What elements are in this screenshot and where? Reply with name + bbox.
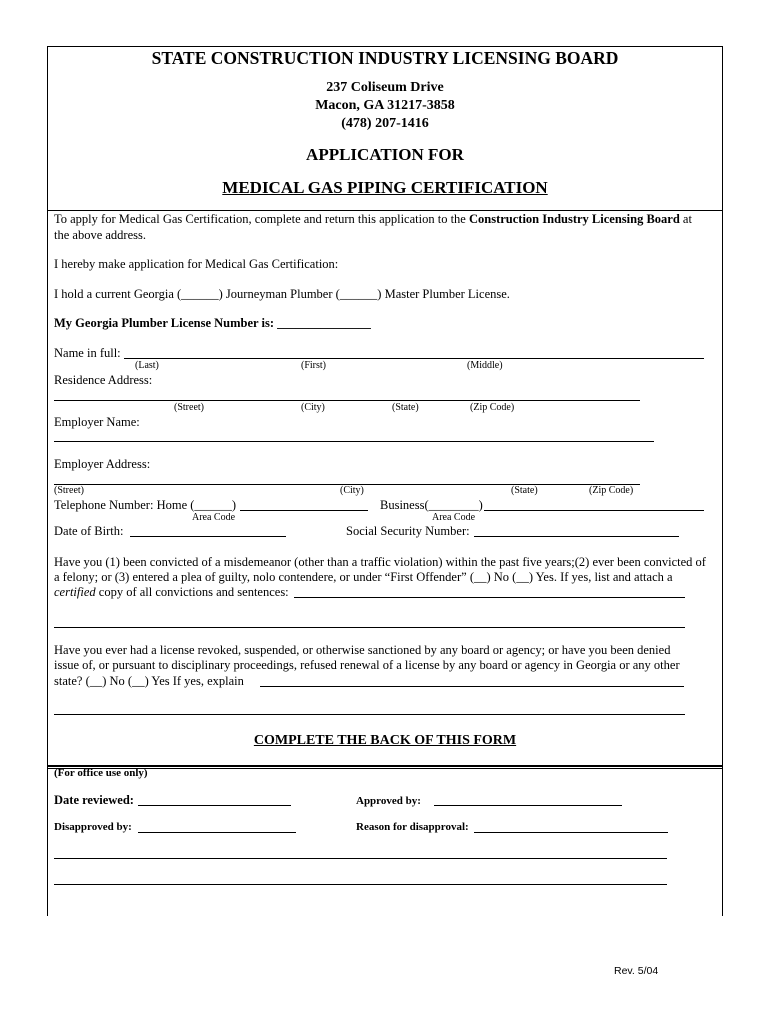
date-reviewed-label: Date reviewed:	[54, 793, 134, 807]
office-use-heading: (For office use only)	[54, 767, 148, 779]
date-reviewed-input-line[interactable]	[138, 805, 291, 806]
apply-statement: I hereby make application for Medical Gas Certification:	[54, 257, 339, 271]
employer-address-label: Employer Address:	[54, 457, 151, 471]
conviction-line-2: a felony; or (3) entered a plea of guilty, nolo contendere, or under “First Offender” (__) No (__) Yes. If yes, list and attach a	[54, 570, 673, 584]
board-address-1: 237 Coliseum Drive	[326, 80, 444, 95]
office-notes-line-2[interactable]	[54, 884, 667, 885]
name-first-caption: (First)	[301, 360, 326, 371]
intro-line-2: the above address.	[54, 228, 146, 242]
reason-label: Reason for disapproval:	[356, 821, 469, 833]
ssn-label: Social Security Number:	[346, 524, 470, 538]
residence-city-caption: (City)	[301, 402, 325, 413]
approved-by-input-line[interactable]	[434, 805, 622, 806]
revision-label: Rev. 5/04	[614, 965, 659, 977]
name-label: Name in full:	[54, 346, 121, 360]
employer-name-label: Employer Name:	[54, 415, 140, 429]
office-left-border	[47, 766, 48, 916]
employer-city-caption: (City)	[340, 485, 364, 496]
intro-line-1	[54, 212, 692, 227]
conviction-line-3	[54, 585, 289, 600]
complete-back-notice: COMPLETE THE BACK OF THIS FORM	[253, 733, 517, 748]
certification-title: MEDICAL GAS PIPING CERTIFICATION	[222, 178, 548, 197]
employer-name-input-line[interactable]	[54, 441, 654, 442]
license-type-field[interactable]: I hold a current Georgia (______) Journeyman Plumber (______) Master Plumber License.	[54, 287, 510, 301]
application-for: APPLICATION FOR	[306, 145, 464, 164]
name-input-line[interactable]	[124, 358, 704, 359]
residence-state-caption: (State)	[392, 402, 419, 413]
employer-zip-caption: (Zip Code)	[589, 485, 634, 496]
intro-post: at	[679, 212, 692, 226]
name-middle-caption: (Middle)	[467, 360, 503, 371]
office-divider-2	[47, 768, 723, 769]
home-area-code-caption: Area Code	[192, 512, 236, 523]
conviction-line-1: Have you (1) been convicted of a misdemeanor (other than a traffic violation) within the past five years;(2) ever been convicted of	[54, 555, 706, 569]
revoked-line-2: issue of, or pursuant to disciplinary proceedings, refused renewal of a license by any board or agency in Georgia or any other	[54, 658, 680, 672]
office-divider	[47, 766, 723, 767]
disapproved-by-label: Disapproved by:	[54, 821, 132, 833]
residence-street-caption: (Street)	[174, 402, 204, 413]
residence-label: Residence Address:	[54, 373, 153, 387]
disapproved-by-input-line[interactable]	[138, 832, 296, 833]
board-phone: (478) 207-1416	[341, 116, 429, 131]
revoked-line-1: Have you ever had a license revoked, suspended, or otherwise sanctioned by any board or agency; or have you been denied	[54, 643, 671, 657]
employer-state-caption: (State)	[511, 485, 538, 496]
telephone-business-input-line[interactable]	[484, 510, 704, 511]
office-right-border	[722, 766, 723, 916]
intro-pre: To apply for Medical Gas Certification, complete and return this application to the	[54, 212, 469, 226]
office-notes-line-1[interactable]	[54, 858, 667, 859]
residence-input-line[interactable]	[54, 400, 640, 401]
intro-board-name: Construction Industry Licensing Board	[468, 212, 680, 226]
telephone-business-label: Business(________)	[380, 498, 483, 512]
business-area-code-caption: Area Code	[432, 512, 476, 523]
revoked-line-3: state? (__) No (__) Yes If yes, explain	[54, 674, 244, 688]
revoked-input-line-1[interactable]	[260, 686, 684, 687]
conviction-line-3-rest: copy of all convictions and sentences:	[95, 585, 289, 599]
employer-street-caption: (Street)	[54, 485, 84, 496]
board-address-2: Macon, GA 31217-3858	[315, 98, 455, 113]
revoked-input-line-2[interactable]	[54, 714, 685, 715]
certified-emphasis: certified	[54, 585, 96, 599]
telephone-home-label: Telephone Number: Home (______)	[54, 498, 237, 512]
reason-input-line[interactable]	[474, 832, 668, 833]
ssn-input-line[interactable]	[474, 536, 679, 537]
residence-zip-caption: (Zip Code)	[470, 402, 515, 413]
license-number-field[interactable]: My Georgia Plumber License Number is: _______________	[54, 316, 371, 330]
approved-by-label: Approved by:	[356, 795, 421, 807]
board-title: STATE CONSTRUCTION INDUSTRY LICENSING BOARD	[151, 48, 619, 68]
telephone-home-input-line[interactable]	[240, 510, 368, 511]
dob-input-line[interactable]	[130, 536, 286, 537]
conviction-input-line-1[interactable]	[294, 597, 685, 598]
name-last-caption: (Last)	[135, 360, 159, 371]
conviction-input-line-2[interactable]	[54, 627, 685, 628]
dob-label: Date of Birth:	[54, 524, 124, 538]
